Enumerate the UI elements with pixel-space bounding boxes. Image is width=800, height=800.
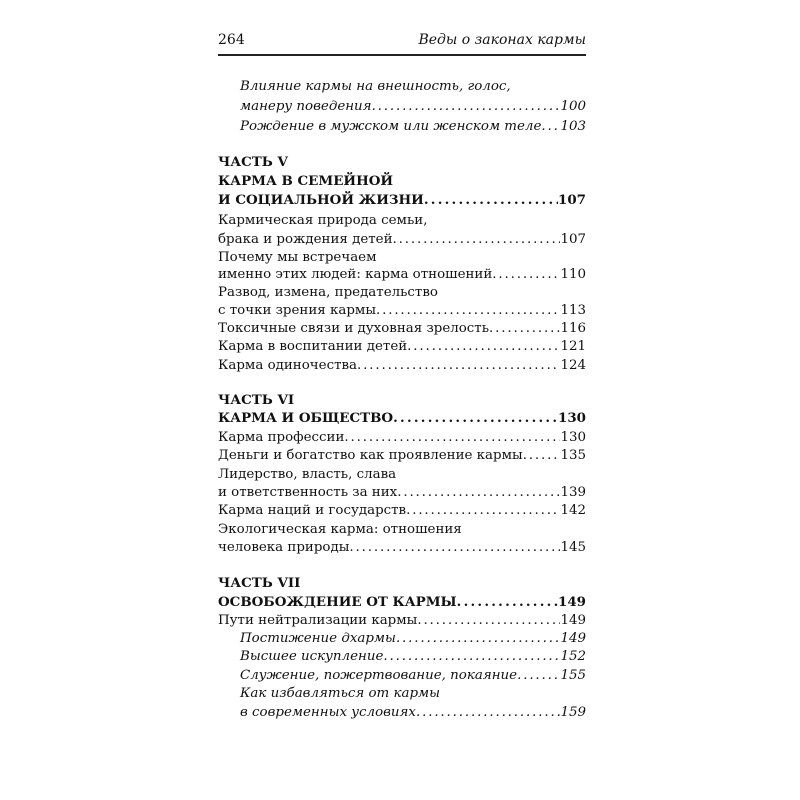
toc-entry (218, 465, 586, 484)
header-rule (218, 54, 586, 56)
toc-entry-title: Развод, измена, предательство (218, 285, 438, 300)
toc-entry (218, 520, 586, 539)
toc-entry-title: Высшее искупление (240, 649, 384, 664)
toc-entry (218, 446, 586, 465)
leader-dots (407, 337, 560, 356)
toc-entry (218, 356, 586, 375)
toc-entry (218, 538, 586, 557)
toc-entry-title: Кармическая природа семьи, (218, 213, 428, 228)
page-number: 264 (218, 32, 245, 48)
leader-dots (349, 538, 560, 557)
toc-entry-title: именно этих людей: карма отношений (218, 267, 493, 282)
toc-entry-page: 149 (560, 613, 586, 628)
toc-entry-title: Экологическая карма: отношения (218, 522, 462, 537)
toc-entry-title: манеру поведения (240, 99, 372, 114)
leader-dots (396, 629, 561, 648)
toc-entry-title: Почему мы встречаем (218, 250, 377, 265)
toc-entry-title: Лидерство, власть, слава (218, 467, 397, 482)
leader-dots (416, 703, 560, 722)
leader-dots (523, 446, 561, 465)
toc-entry (240, 117, 586, 136)
toc-entry-page: 152 (560, 649, 586, 664)
toc-entry-title: Карма в воспитании детей (218, 339, 408, 354)
toc-entry (240, 647, 586, 666)
leader-dots (397, 483, 560, 502)
leader-dots (517, 666, 560, 685)
toc-entry-page: 107 (560, 232, 586, 247)
toc-entry-title: ЧАСТЬ V (218, 154, 288, 170)
toc-entry-page: 124 (560, 358, 586, 373)
toc-entry (218, 409, 586, 428)
toc-entry (218, 319, 586, 338)
toc-entry (240, 684, 586, 703)
toc-entry-title: с точки зрения кармы (218, 303, 376, 318)
toc-entry-title: Карма профессии (218, 430, 345, 445)
toc-entry-page: 110 (560, 267, 586, 282)
toc-entry-title: и ответственность за них (218, 485, 398, 500)
toc-entry-page: 159 (560, 705, 586, 720)
toc-entry-title: брака и рождения детей (218, 232, 393, 247)
toc-entry-title: Постижение дхармы (240, 631, 396, 646)
toc-entry (218, 391, 586, 410)
toc-entry-page: 103 (560, 119, 586, 134)
toc-entry (218, 211, 586, 230)
leader-dots (393, 230, 561, 249)
leader-dots (424, 191, 558, 210)
toc-entry-page: 142 (560, 503, 586, 518)
toc-entry (218, 501, 586, 520)
leader-dots (541, 117, 560, 136)
toc-entry-title: И СОЦИАЛЬНОЙ ЖИЗНИ (218, 192, 424, 208)
toc-entry-page: 100 (560, 99, 586, 114)
running-title: Веды о законах кармы (418, 32, 586, 48)
toc-entry-title: Пути нейтрализации кармы (218, 613, 418, 628)
toc-entry (240, 629, 586, 648)
toc-entry (218, 301, 586, 320)
toc-entry (218, 483, 586, 502)
toc-entry (218, 574, 586, 593)
toc-entry-page: 149 (560, 631, 586, 646)
leader-dots (457, 593, 558, 612)
toc-entry-page: 145 (560, 540, 586, 555)
toc-entry-page: 130 (558, 410, 586, 426)
toc-entry (240, 77, 586, 96)
toc-entry-page: 139 (560, 485, 586, 500)
toc-entry-title: человека природы (218, 540, 350, 555)
toc-entry-title: КАРМА И ОБЩЕСТВО (218, 410, 394, 426)
toc-entry-title: Влияние кармы на внешность, голос, (240, 79, 511, 94)
toc-entry-title: Как избавляться от кармы (240, 686, 441, 701)
toc-entry (218, 230, 586, 249)
toc-entry (240, 703, 586, 722)
toc-entry-title: Рождение в мужском или женском теле (240, 119, 542, 134)
toc-entry-title: ОСВОБОЖДЕНИЕ ОТ КАРМЫ (218, 594, 457, 610)
toc-entry-title: в современных условиях (240, 705, 416, 720)
leader-dots (406, 501, 560, 520)
toc-entry (218, 611, 586, 630)
leader-dots (372, 97, 561, 116)
toc-entry-title: Карма одиночества (218, 358, 357, 373)
toc-entry (240, 97, 586, 116)
toc-entry-page: 113 (560, 303, 586, 318)
toc-entry (218, 283, 586, 302)
toc-entry (240, 666, 586, 685)
toc-entry (218, 428, 586, 447)
toc-entry-page: 121 (560, 339, 586, 354)
toc-entry-title: ЧАСТЬ VI (218, 392, 295, 408)
toc-entry (218, 191, 586, 210)
toc-entry-title: КАРМА В СЕМЕЙНОЙ (218, 173, 394, 189)
toc-entry-page: 155 (560, 668, 586, 683)
toc-entry-page: 130 (560, 430, 586, 445)
toc-entry-title: Служение, пожертвование, покаяние (240, 668, 518, 683)
leader-dots (489, 319, 560, 338)
leader-dots (344, 428, 560, 447)
toc-entry (218, 593, 586, 612)
toc-entry (218, 265, 586, 284)
toc-entry-page: 135 (560, 448, 586, 463)
leader-dots (376, 301, 560, 320)
toc-entry-title: Деньги и богатство как проявление кармы (218, 448, 523, 463)
toc-entry-title: Токсичные связи и духовная зрелость (218, 321, 490, 336)
toc-entry-page: 116 (560, 321, 586, 336)
toc-entry-title: Карма наций и государств (218, 503, 407, 518)
toc-entry (218, 172, 586, 191)
leader-dots (417, 611, 560, 630)
toc-entry-page: 107 (558, 192, 586, 208)
leader-dots (383, 647, 560, 666)
leader-dots (492, 265, 560, 284)
leader-dots (393, 409, 558, 428)
toc-entry (218, 153, 586, 172)
toc-entry (218, 337, 586, 356)
toc-entry-title: ЧАСТЬ VII (218, 575, 301, 591)
toc-entry-page: 149 (558, 594, 586, 610)
leader-dots (357, 356, 560, 375)
